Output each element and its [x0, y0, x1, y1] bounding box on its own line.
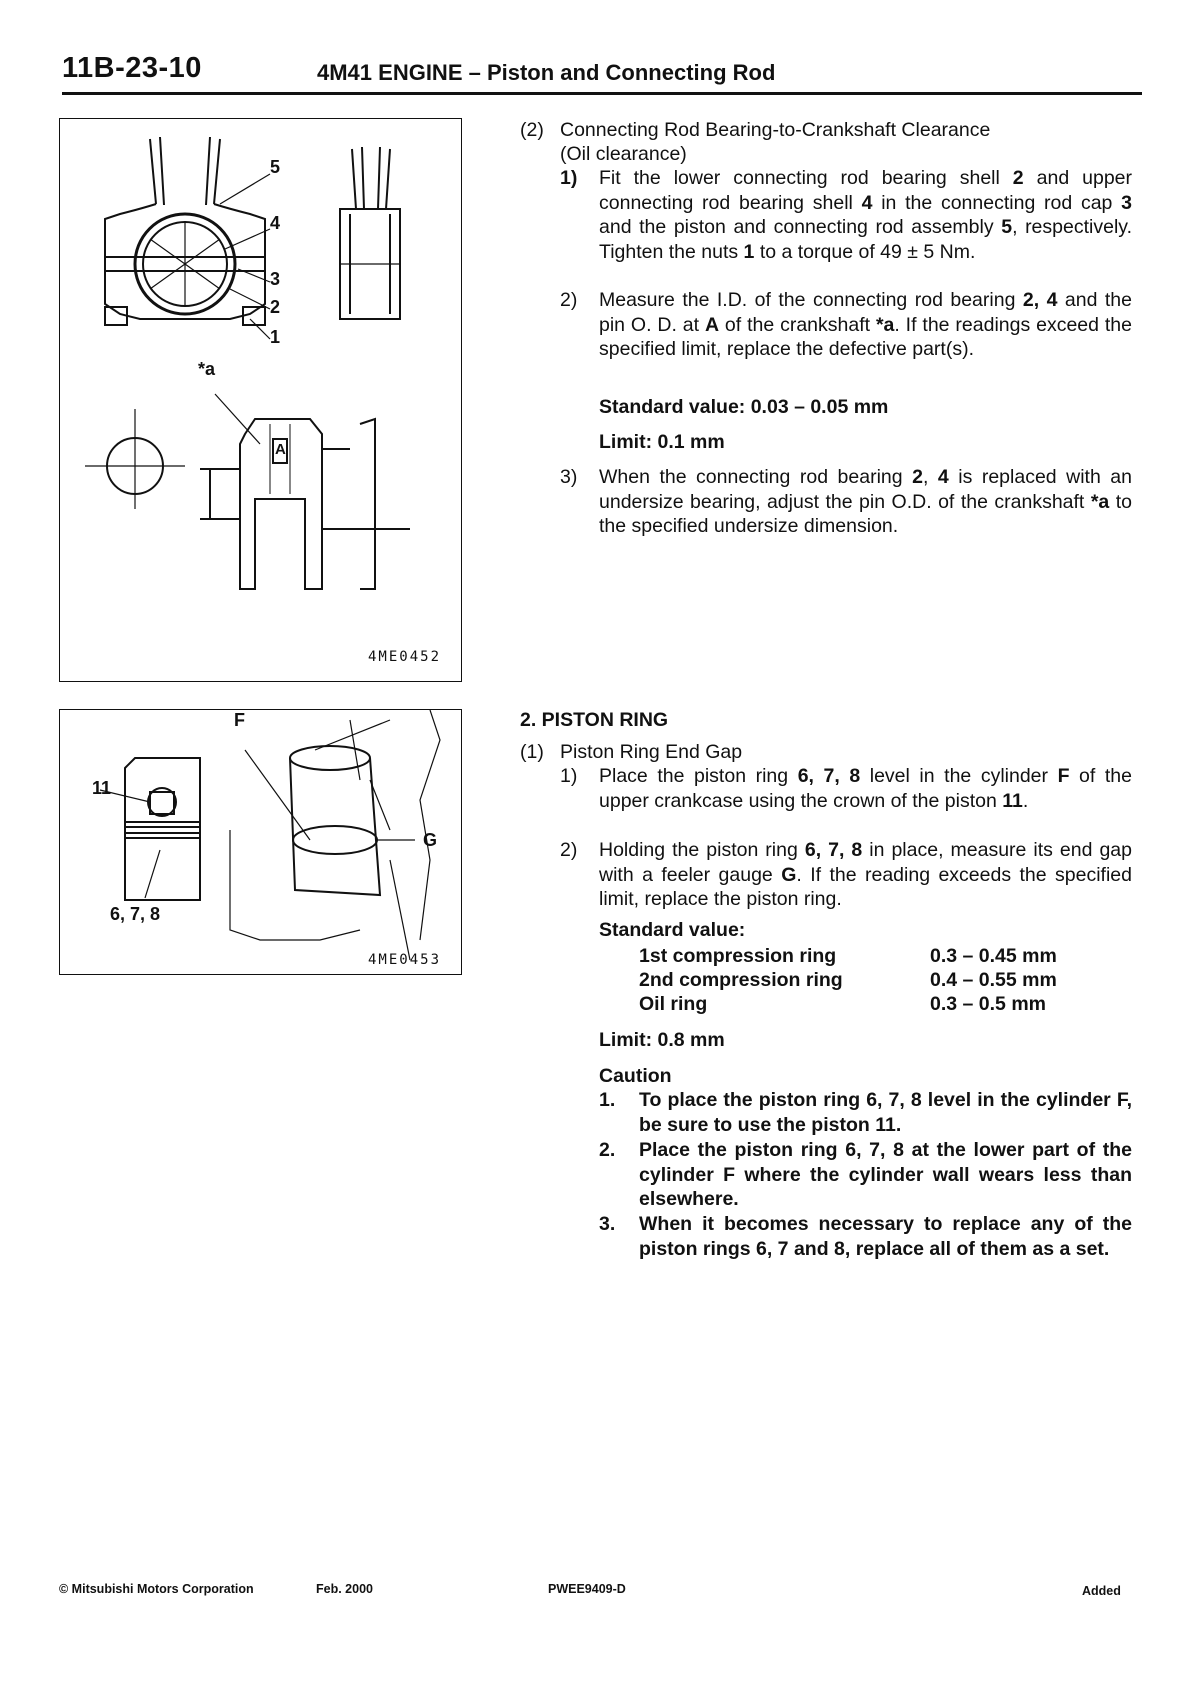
- clearance-subheading: (Oil clearance): [560, 143, 687, 165]
- footer-date: Feb. 2000: [316, 1582, 373, 1596]
- step-number: 1): [560, 765, 578, 787]
- caution-item: Place the piston ring 6, 7, 8 at the lower part of the cylinder F where the cylinder wall wears less than elsewhere.: [639, 1139, 1132, 1210]
- piston-ring-step-2: Holding the piston ring 6, 7, 8 in place, measure its end gap with a feeler gauge G. If the reading exceeds the specified limit, replace the piston ring.: [599, 839, 1132, 910]
- piston-ring-illustration: [60, 710, 461, 974]
- page-title: 4M41 ENGINE – Piston and Connecting Rod: [317, 60, 776, 85]
- callout-11: 11: [92, 778, 112, 798]
- footer-doc-number: PWEE9409-D: [548, 1582, 626, 1596]
- caution-item: When it becomes necessary to replace any of the piston rings 6, 7 and 8, replace all of them as a set.: [639, 1213, 1132, 1260]
- figure-code: 4ME0452: [368, 649, 442, 665]
- piston-ring-step-1: Place the piston ring 6, 7, 8 level in the cylinder F of the upper crankcase using the crown of the piston 11.: [599, 765, 1132, 812]
- callout-4: 4: [270, 213, 281, 233]
- caution-title: Caution: [599, 1065, 672, 1087]
- ring-standard-label: Standard value:: [599, 919, 746, 941]
- figure-piston-ring-gap: [59, 709, 462, 975]
- clearance-step-2: Measure the I.D. of the connecting rod bearing 2, 4 and the pin O. D. at A of the crankshaft *a. If the readings exceed the specified limit, replace the defective part(s).: [599, 289, 1132, 360]
- piston-ring-sub-num: (1): [520, 741, 544, 763]
- page-code: 11B-23-10: [62, 52, 202, 84]
- callout-5: 5: [270, 157, 281, 177]
- caution-number: 1.: [599, 1089, 616, 1111]
- caution-item: To place the piston ring 6, 7, 8 level in the cylinder F, be sure to use the piston 11.: [639, 1089, 1132, 1136]
- piston-ring-section-title: 2. PISTON RING: [520, 709, 669, 731]
- step-number: 2): [560, 839, 578, 861]
- ring-name: 1st compression ring: [639, 945, 837, 967]
- callout-crankshaft: *a: [198, 359, 216, 379]
- callout-pin-a: A: [275, 441, 286, 458]
- ring-name: Oil ring: [639, 993, 708, 1015]
- clearance-step-1: Fit the lower connecting rod bearing shell 2 and upper connecting rod bearing shell 4 in the connecting rod cap 3 and the piston and connecting rod assembly 5, respectively. Tighten the nuts 1 to a torque of 49 ± 5 Nm.: [599, 167, 1132, 263]
- callout-3: 3: [270, 269, 281, 289]
- callout-2: 2: [270, 297, 281, 317]
- step-number: 3): [560, 466, 578, 488]
- clearance-heading: Connecting Rod Bearing-to-Crankshaft Clearance: [560, 119, 991, 141]
- footer-status: Added: [1082, 1584, 1121, 1598]
- figure-connecting-rod-crankshaft: [59, 118, 462, 682]
- clearance-standard-value: Standard value: 0.03 – 0.05 mm: [599, 396, 889, 418]
- footer-copyright: © Mitsubishi Motors Corporation: [59, 1582, 254, 1596]
- ring-value: 0.4 – 0.55 mm: [930, 969, 1057, 991]
- piston-ring-sub-title: Piston Ring End Gap: [560, 741, 743, 763]
- con-rod-bearing-illustration: [60, 119, 461, 681]
- callout-1: 1: [270, 327, 281, 347]
- callout-g: G: [423, 830, 438, 850]
- step-number: 1): [560, 167, 578, 189]
- clearance-step-3: When the connecting rod bearing 2, 4 is replaced with an undersize bearing, adjust the pin O.D. of the crankshaft *a to the specified undersize dimension.: [599, 466, 1132, 537]
- header-rule: [62, 92, 1142, 95]
- callout-678: 6, 7, 8: [110, 904, 161, 924]
- caution-number: 3.: [599, 1213, 616, 1235]
- ring-value: 0.3 – 0.5 mm: [930, 993, 1046, 1015]
- ring-limit: Limit: 0.8 mm: [599, 1029, 725, 1051]
- caution-number: 2.: [599, 1139, 616, 1161]
- ring-name: 2nd compression ring: [639, 969, 843, 991]
- callout-f: F: [234, 710, 245, 730]
- figure-code: 4ME0453: [368, 952, 442, 968]
- clearance-limit: Limit: 0.1 mm: [599, 431, 725, 453]
- ring-value: 0.3 – 0.45 mm: [930, 945, 1057, 967]
- step-number: 2): [560, 289, 578, 311]
- clearance-heading-num: (2): [520, 119, 544, 141]
